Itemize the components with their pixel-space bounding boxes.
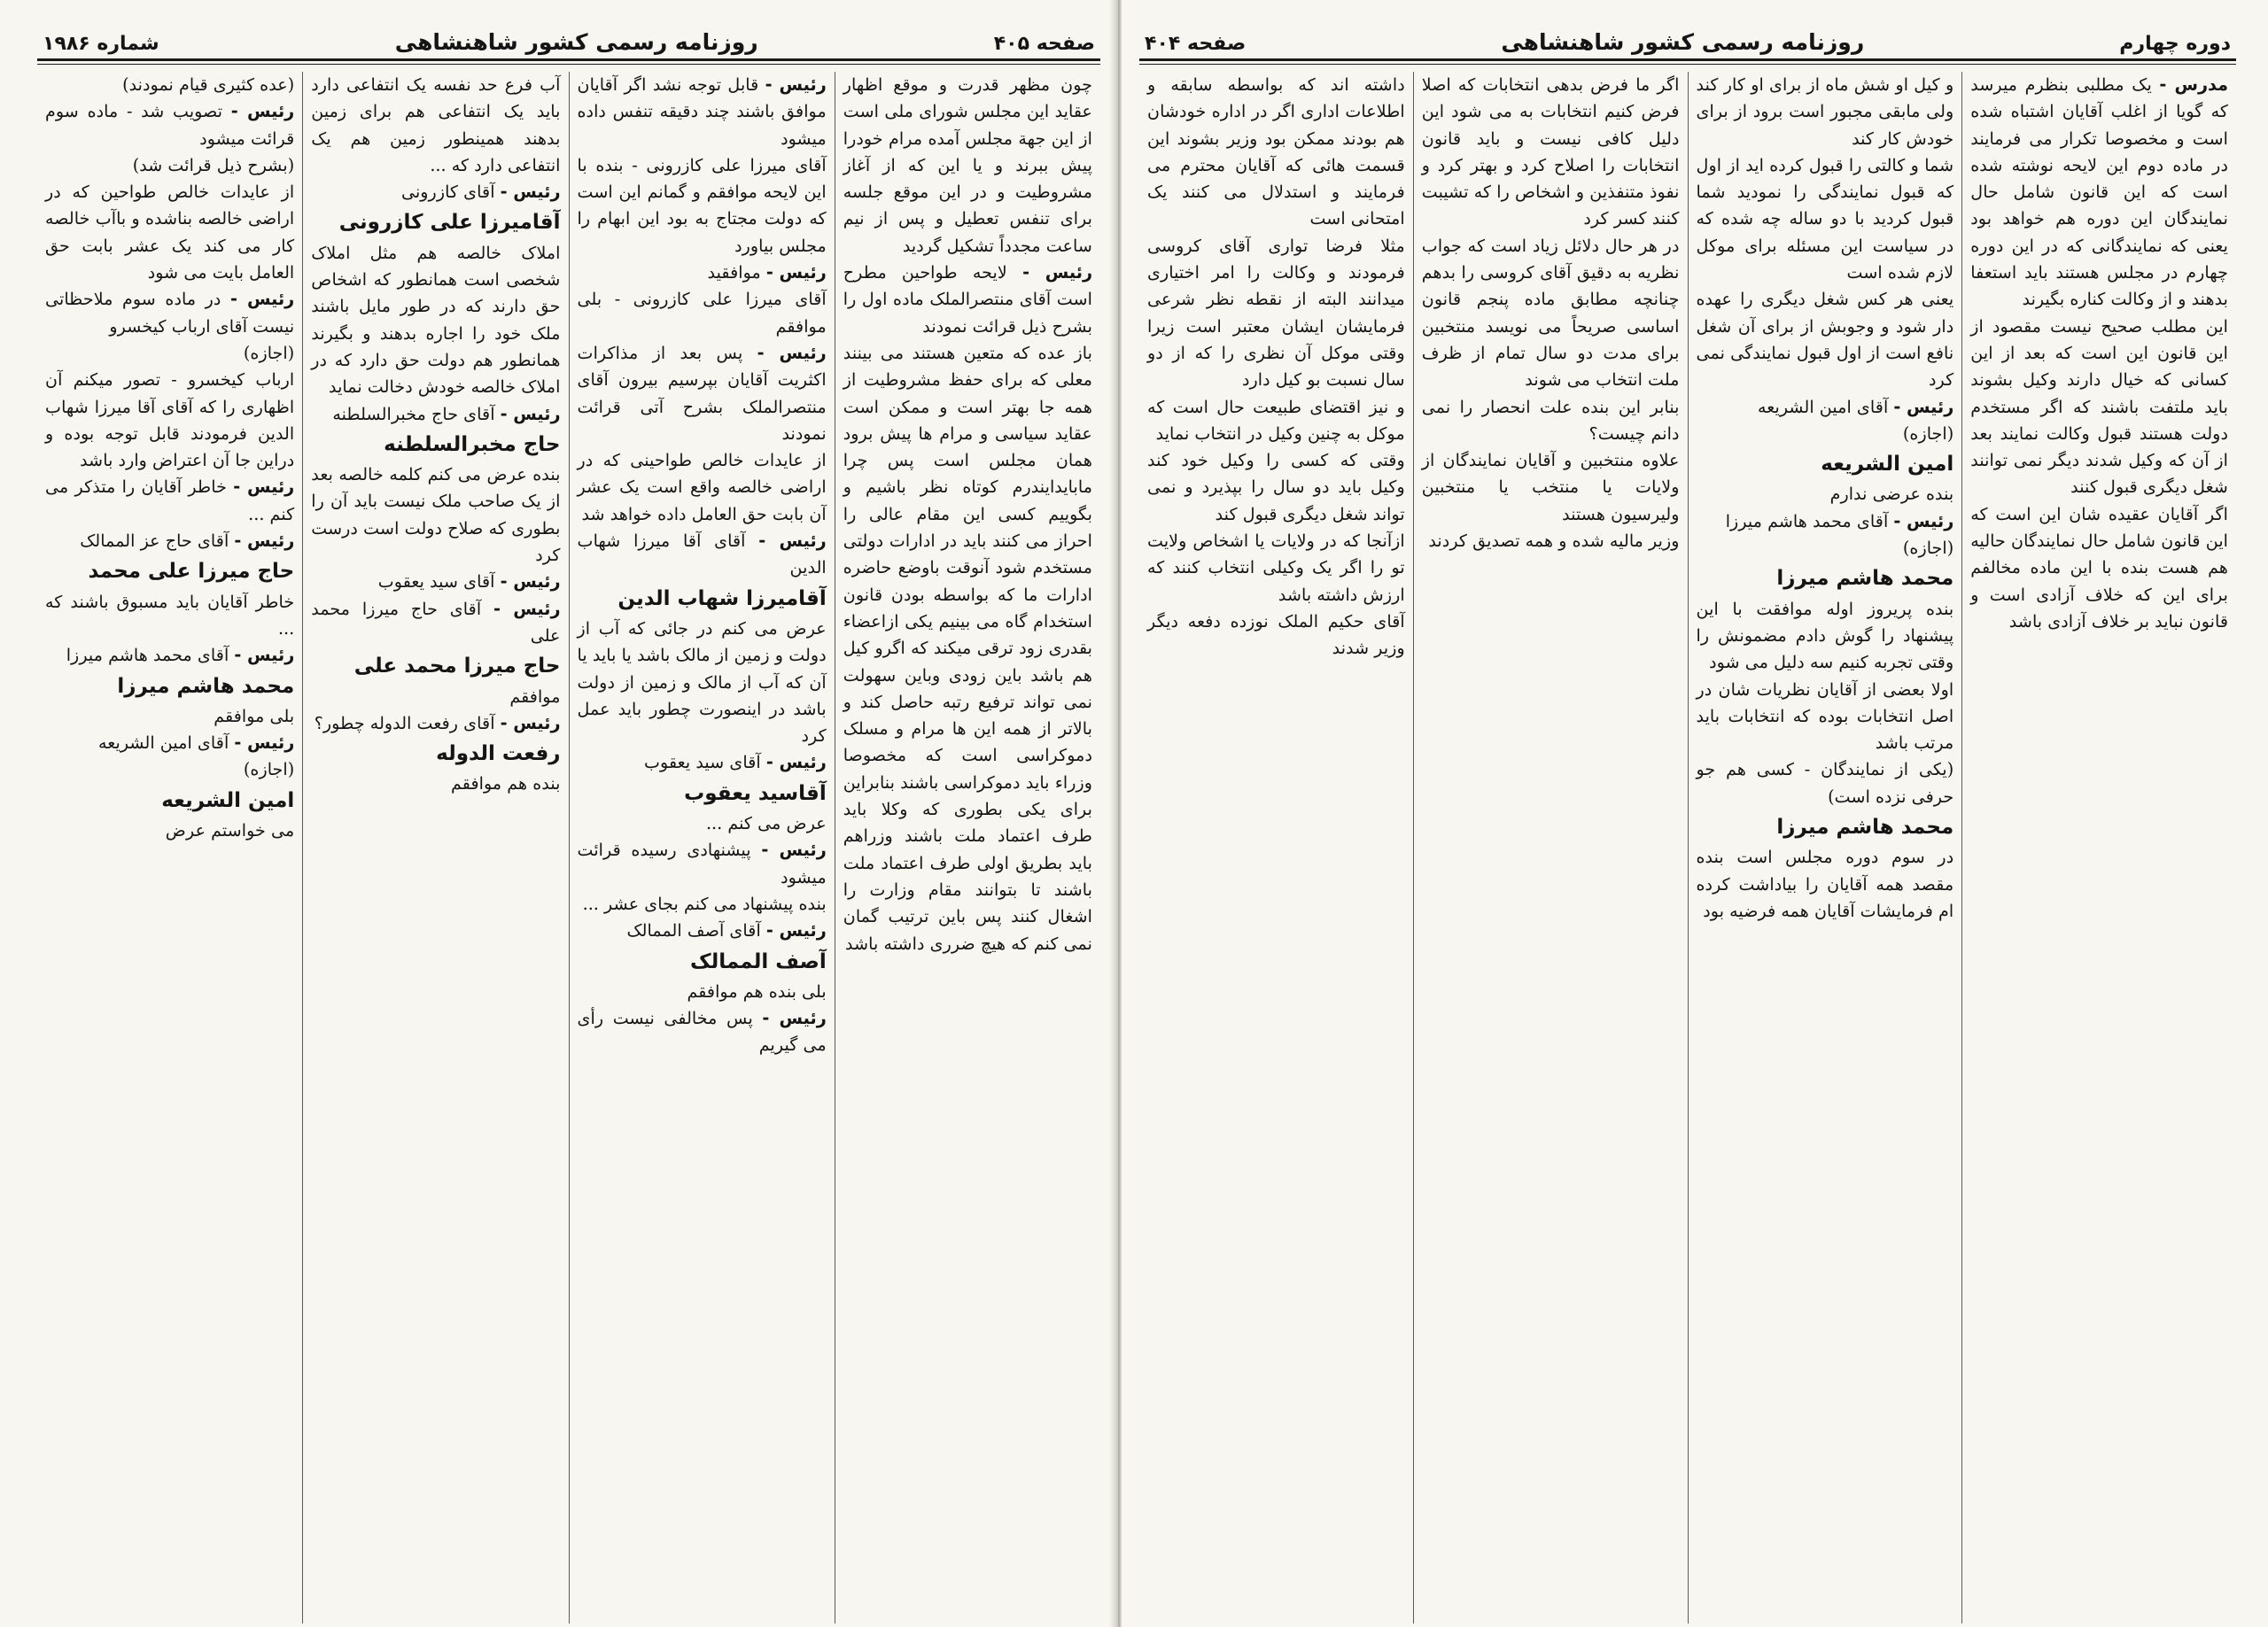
- paragraph: [1697, 596, 1954, 677]
- paragraph-text: قابل توجه نشد اگر آقایان موافق باشند چند دقیقه تنفس داده میشود: [577, 74, 827, 149]
- speaker-label: رئیس -: [762, 1008, 827, 1029]
- paragraph: [578, 616, 827, 749]
- paragraph-text: (بشرح ذیل قرائت شد): [132, 154, 295, 175]
- paragraph-text: اولا بعضی از آقایان نظریات شان در اصل انتخابات بوده که انتخابات باید مرتب باشد: [1696, 678, 1954, 754]
- paragraph-text: (عده کثیری قیام نمودند): [122, 74, 295, 95]
- paragraph: [311, 684, 560, 710]
- paragraph-text: (اجازه): [1902, 538, 1954, 559]
- left-page: [0, 0, 1118, 1627]
- paragraph-text: عرض می کنم در جائی که آب از دولت و زمین از مالک باشد یا باید یا آن که آب از مالک و زمین از دولت باشد در اینصورت چطور باید عمل کرد: [577, 617, 827, 747]
- paragraph: [45, 756, 294, 783]
- speaker-label: رئیس -: [765, 74, 827, 95]
- paragraph: [45, 474, 294, 528]
- paragraph-text: تصویب شد - ماده سوم قرائت میشود: [45, 101, 295, 149]
- paragraph: [45, 730, 294, 756]
- paragraph: [1147, 447, 1405, 528]
- paragraph-text: خاطر آقایان باید مسبوق باشند که ...: [45, 591, 295, 639]
- right-session-label: دوره چهارم: [2119, 33, 2231, 55]
- left-columns: [37, 72, 1100, 1623]
- paragraph: [843, 260, 1092, 340]
- paragraph-text: داشته اند که بواسطه سابقه و اطلاعات اداری اگر در اداره خودشان هم بودند ممکن بود وزیر بشوند این قسمت هائی که آقایان محترم می فرمایند و استدلال می کنند یک امتحانی است: [1147, 74, 1405, 229]
- speaker-label: رئیس -: [765, 262, 827, 283]
- paragraph-text: یک مطلبی بنظرم میرسد که گویا از اغلب آقایان اشتباه شده است و مخصوصا تکرار می فرمایند در ماده دوم این لایحه نوشته شده است که این قانون شامل حال نمایندگان این دوره هم خواهد بود یعنی که نمایندگانی که در این دوره چهارم در مجلس هستند باید استعفا بدهند و از وکالت کناره بگیرند: [1970, 74, 2228, 310]
- right-header-rule: [1139, 58, 2236, 65]
- paragraph-text: بنابر این بنده علت انحصار را نمی دانم چیست؟: [1421, 396, 1680, 444]
- paragraph-text: بلی موافقم: [214, 705, 295, 726]
- paragraph-text: در ماده سوم ملاحظاتی نیست آقای ارباب کیخسرو: [45, 289, 295, 337]
- speaker-heading: رفعت الدوله: [436, 742, 561, 766]
- paragraph-text: خاطر آقایان را متذکر می کنم ...: [45, 476, 295, 524]
- paragraph: [45, 72, 294, 98]
- speaker-heading: آقاسید یعقوب: [684, 781, 827, 805]
- paragraph: [311, 596, 560, 650]
- paragraph: [45, 179, 294, 286]
- paragraph-text: آقای سید یعقوب: [377, 571, 495, 593]
- paragraph-text: و کیل او شش ماه از برای او کار کند ولی مابقی مجبور است برود از برای خودش کار کند: [1696, 74, 1954, 149]
- paragraph: [45, 589, 294, 643]
- paragraph-text: و نیز اقتضای طبیعت حال است که موکل به چنین وکیل در انتخاب نماید: [1147, 396, 1405, 444]
- paragraph-text: پیشنهادی رسیده قرائت میشود: [577, 840, 827, 887]
- paragraph-text: موافقید: [707, 262, 761, 283]
- speaker-label: رئیس -: [1893, 396, 1954, 417]
- paragraph: [578, 528, 827, 582]
- paragraph-text: (اجازه): [1902, 422, 1954, 444]
- paragraph: [45, 152, 294, 179]
- speaker-label: رئیس -: [757, 342, 827, 363]
- paragraph: [1697, 508, 1954, 535]
- right-column-3: [1413, 72, 1688, 1623]
- paragraph-text: املاک خالصه هم مثل املاک شخصی است همانطور که اشخاص حق دارند که در طور مایل باشند ملک خود را اجاره بدهند و بگیرند همانطور هم دولت حق دارد که در املاک خالصه خودش دخالت نماید: [311, 242, 561, 398]
- paragraph: [1970, 314, 2228, 501]
- paragraph: [1697, 152, 1954, 286]
- paragraph: [1970, 72, 2228, 314]
- paragraph-text: بلی بنده هم موافقم: [687, 980, 827, 1002]
- paragraph-text: عرض می کنم ...: [705, 813, 827, 834]
- left-issue-number: شماره ۱۹۸۶: [43, 33, 159, 55]
- right-page-number: صفحه ۴۰۴: [1145, 33, 1247, 55]
- paragraph-text: آقای محمد هاشم میرزا: [66, 645, 229, 666]
- speaker-heading: آقامیرزا شهاب الدین: [617, 586, 827, 610]
- speaker-heading: امین الشریعه: [1821, 453, 1954, 476]
- paragraph: [843, 72, 1092, 260]
- paragraph: [578, 979, 827, 1005]
- paragraph-text: آقای میرزا علی کازرونی - بنده با این لایحه موافقم و گمانم این است که دولت مجتاج به بود این ابهام را مجلس بیاورد: [577, 154, 827, 256]
- speaker-label: رئیس -: [234, 645, 295, 666]
- paragraph: [45, 98, 294, 152]
- paragraph: [1147, 608, 1405, 662]
- right-columns: [1139, 72, 2236, 1623]
- left-column-3: [302, 72, 568, 1623]
- paragraph-text: آقای حاج میرزا محمد علی: [311, 598, 561, 646]
- paragraph: [1697, 844, 1954, 925]
- paragraph: [1697, 677, 1954, 757]
- paragraph: [1147, 394, 1405, 448]
- paragraph: [578, 891, 827, 918]
- paragraph-text: (یکی از نمایندگان - کسی هم جو حرفی نزده است): [1696, 759, 1954, 807]
- paragraph-text: (اجازه): [243, 342, 295, 363]
- paragraph: [45, 340, 294, 367]
- right-page: [1122, 0, 2268, 1627]
- speaker-label: رئیس -: [761, 840, 827, 861]
- speaker-heading: حاج میرزا محمد علی: [353, 655, 561, 678]
- paragraph-text: آقای کازرونی: [400, 182, 495, 203]
- paragraph-text: بنده پیشنهاد می کنم بجای عشر ...: [582, 893, 827, 914]
- paragraph: [1147, 233, 1405, 394]
- paragraph-text: چون مظهر قدرت و موقع اظهار عقاید این مجلس شورای ملی است از این جهة مجلس آمده مرام خودرا پیش ببرند و یا این که از آغاز مشروطیت و در این موقع جلسه برای تنفس تعطیل و پس از نیم ساعت مجدداً تشکیل گردید: [843, 74, 1092, 256]
- paragraph-text: پس مخالفی نیست رأی می گیریم: [577, 1008, 827, 1056]
- paragraph-text: بنده هم موافقم: [450, 773, 561, 794]
- paragraph: [45, 642, 294, 669]
- paragraph-text: آقای آقا میرزا شهاب الدین: [577, 531, 827, 578]
- paragraph-text: در سوم دوره مجلس است بنده مقصد همه آقایان را بیاداشت کرده ام فرمایشات آقایان همه فرضیه بود: [1696, 847, 1954, 921]
- speaker-label: رئیس -: [500, 712, 561, 733]
- paragraph: [578, 152, 827, 260]
- paragraph: [1422, 72, 1680, 233]
- paragraph: [578, 447, 827, 528]
- speaker-heading: آقامیرزا علی کازرونی: [338, 211, 561, 235]
- paragraph-text: پس بعد از مذاکرات اکثریت آقایان بپرسیم بیرون آقای منتصرالملک بشرح آتی قرائت نمودند: [577, 342, 827, 444]
- paragraph: [311, 710, 560, 737]
- left-newspaper-title: روزنامه رسمی کشور شاهنشاهی: [394, 29, 758, 55]
- paragraph-text: وزیر مالیه شده و همه تصدیق کردند: [1428, 531, 1680, 552]
- speaker-label: رئیس -: [234, 732, 295, 754]
- left-column-2: [569, 72, 835, 1623]
- paragraph: [1147, 528, 1405, 608]
- speaker-label: مدرس -: [2159, 74, 2228, 95]
- paragraph-text: آقای حاج عز الممالک: [80, 531, 229, 552]
- speaker-label: رئیس -: [500, 571, 561, 593]
- paragraph: [1697, 72, 1954, 152]
- speaker-heading: آصف الممالک: [690, 949, 827, 973]
- speaker-heading: حاج مخبرالسلطنه: [384, 432, 561, 456]
- right-column-4: [1139, 72, 1413, 1623]
- speaker-heading: حاج میرزا علی محمد: [88, 560, 295, 584]
- speaker-label: رئیس -: [1893, 510, 1954, 531]
- paragraph-text: آقای امین الشریعه: [97, 732, 229, 754]
- paragraph: [578, 837, 827, 891]
- speaker-label: رئیس -: [230, 101, 295, 122]
- paragraph-text: (اجازه): [243, 759, 295, 780]
- paragraph-text: آقای حکیم الملک نوزده دفعه دیگر وزیر شدند: [1147, 610, 1405, 659]
- paragraph: [1422, 447, 1680, 528]
- paragraph: [1697, 481, 1954, 507]
- right-page-header: [1139, 16, 2236, 55]
- paragraph: [578, 749, 827, 776]
- speaker-label: رئیس -: [229, 289, 295, 310]
- paragraph-text: بنده عرضی ندارم: [1829, 484, 1954, 505]
- paragraph-text: می خواستم عرض: [165, 820, 295, 841]
- paragraph-text: ازآنجا که در ولایات یا اشخاص ولایت تو را اگر یک وکیلی انتخاب کنند که ارزش داشته باشد: [1147, 531, 1405, 605]
- paragraph: [311, 771, 560, 797]
- paragraph: [311, 401, 560, 428]
- speaker-label: رئیس -: [500, 403, 561, 424]
- speaker-label: رئیس -: [500, 182, 561, 203]
- paragraph-text: این مطلب صحیح نیست مقصود از این قانون این است که بعد از این کسانی که خیال دارند وکیل بشوند باید ملتفت باشند که اگر مستخدم دولت هستند قبول وکالت نمایند بعد از آن که وکیل شدند دیگر نمی توانند شغل دیگری قبول کنند: [1970, 315, 2228, 498]
- paragraph-text: اگر آقایان عقیده شان این است که این قانون شامل حال نمایندگان حالیه هم هست بنده با این ماده مخالفم برای این که خلاف آزادی است و قانون نباید بر خلاف آزادی باشد: [1970, 503, 2228, 631]
- paragraph-text: اگر ما فرض بدهی انتخابات که اصلا فرض کنیم انتخابات به می شود این دلیل کافی نیست و باید قانون انتخابات را اصلاح کرد و بهتر کرد و نفوذ متنفذین و اشخاص را که تشیبت کنند کسر کرد: [1421, 74, 1680, 229]
- paragraph: [843, 340, 1092, 957]
- paragraph-text: مثلا فرضا تواری آقای کروسی فرمودند و وکالت را امر اختیاری میدانند البته از نقطه نظر شرعی فرمایشان ایشان معتبر است زیرا وقتی موکل آن نظری را که از دو سال نسبت بو کیل دارد: [1147, 235, 1405, 391]
- paragraph: [578, 918, 827, 944]
- paragraph-text: آقای میرزا علی کازرونی - بلی موافقم: [577, 289, 827, 337]
- paragraph: [45, 286, 294, 340]
- speaker-label: رئیس -: [493, 598, 561, 619]
- paragraph-text: موافقم: [509, 686, 561, 707]
- speaker-heading: محمد هاشم میرزا: [117, 674, 295, 698]
- paragraph: [1697, 535, 1954, 562]
- paragraph-text: آب فرع حد نفسه یک انتفاعی دارد باید یک انتفاعی هم برای زمین بدهند همینطور زمین هم یک انتفاعی دارد که ...: [311, 74, 561, 175]
- paragraph-text: آقای آصف الممالک: [626, 920, 761, 941]
- paragraph-text: از عایدات خالص طواحینی که در اراضی خالصه واقع است یک عشر آن بابت حق العامل داده خواهد شد: [577, 450, 827, 524]
- paragraph: [311, 72, 560, 179]
- paragraph-text: یعنی هر کس شغل دیگری را عهده دار شود و وجوبش از برای آن شغل نافع است از اول قبول نمایندگی نمی کرد: [1696, 289, 1954, 391]
- speaker-label: رئیس -: [233, 476, 295, 498]
- paragraph-text: در هر حال دلائل زیاد است که جواب نظریه به دقیق آقای کروسی را بدهم چنانچه مطابق ماده پنجم قانون اساسی صریحاً می نویسد منتخبین برای مدت دو سال تمام از ظرف ملت انتخاب می شوند: [1421, 235, 1680, 391]
- paragraph-text: بنده عرض می کنم کلمه خالصه بعد از یک صاحب ملک نیست باید آن را بطوری که صلاح دولت است درست کرد: [311, 464, 561, 566]
- paragraph: [1697, 286, 1954, 393]
- speaker-label: رئیس -: [765, 752, 827, 773]
- speaker-label: رئیس -: [1022, 262, 1093, 283]
- paragraph-text: آقای امین الشریعه: [1757, 396, 1889, 417]
- paragraph: [1697, 421, 1954, 447]
- paragraph: [578, 72, 827, 152]
- paragraph-text: آقای محمد هاشم میرزا: [1725, 510, 1889, 531]
- paragraph: [578, 286, 827, 340]
- paragraph: [1422, 528, 1680, 554]
- paragraph: [1697, 394, 1954, 421]
- paragraph-text: لایحه طواحین مطرح است آقای منتصرالملک ماده اول را بشرح ذیل قرائت نمودند: [843, 262, 1092, 337]
- left-page-header: [37, 16, 1100, 55]
- speaker-label: رئیس -: [758, 531, 827, 552]
- paragraph: [45, 367, 294, 474]
- speaker-heading: محمد هاشم میرزا: [1776, 816, 1954, 840]
- left-header-rule: [37, 58, 1100, 65]
- paragraph-text: علاوه منتخبین و آقایان نمایندگان از ولایات یا منتخب یا منتخبین ولیرسیون هستند: [1421, 450, 1680, 524]
- left-page-number: صفحه ۴۰۵: [993, 33, 1095, 55]
- right-column-2: [1688, 72, 1962, 1623]
- paragraph: [1147, 72, 1405, 233]
- speaker-label: رئیس -: [765, 920, 827, 941]
- paragraph: [311, 569, 560, 595]
- paragraph: [45, 528, 294, 554]
- paragraph: [311, 240, 560, 401]
- paragraph: [45, 817, 294, 844]
- paragraph: [1422, 233, 1680, 394]
- paragraph: [1697, 756, 1954, 810]
- speaker-heading: محمد هاشم میرزا: [1776, 567, 1954, 591]
- paragraph: [1422, 394, 1680, 448]
- paragraph-text: آقای سید یعقوب: [643, 752, 761, 773]
- left-column-1: [835, 72, 1100, 1623]
- right-newspaper-title: روزنامه رسمی کشور شاهنشاهی: [1501, 29, 1865, 55]
- paragraph: [311, 179, 560, 205]
- paragraph: [578, 1005, 827, 1059]
- left-column-4: [37, 72, 302, 1623]
- speaker-label: رئیس -: [234, 531, 295, 552]
- paragraph: [578, 340, 827, 447]
- paragraph: [578, 260, 827, 286]
- paragraph-text: از عایدات خالص طواحین که در اراضی خالصه بناشده و باآب خالصه کار می کند یک عشر بابت حق العامل بایت می شود: [45, 182, 295, 283]
- paragraph-text: شما و کالتی را قبول کرده اید از اول که قبول نمایندگی را نمودید شما قبول کردید با دو ساله چه شده که در سیاست این مسئله برای موکل لازم شده است: [1696, 154, 1954, 283]
- paragraph-text: باز عده که متعین هستند می بینند معلی که برای حفظ مشروطیت از همه جا بهتر است و ممکن است عقاید سیاسی و مرام ها پیش برود همان مجلس است پس چرا مابایدایندرم کوتاه نظر باشیم و بگوییم کسی این مقام عالی را احراز می کنند باید در ادارات دولتی مستخدم شود آنوقت باوضع حاضره ادارات ما که بواسطه بودن قانون استخدام گاه می بینیم یکی ازاعضاء بقدری زود ترقی میکند که اگرو کیل هم باشد باین زودی وباین سهولت نمی تواند ترفیع رتبه حاصل کند و بالاتر از همه این ها مرام و مسلک دموکراسی است که مخصوصا وزراء باید دموکراسی باشند بنابراین برای یکی بطوری که وکلا باید طرف اعتماد ملت باشند وزراهم باید بطریق اولی طرف اعتماد ملت باشند تا بتوانند مقام وزارت را اشغال کنند پس باین ترتیب گمان نمی کنم که هیچ ضرری داشته باشد: [843, 342, 1092, 954]
- paragraph: [45, 703, 294, 730]
- speaker-heading: امین الشریعه: [161, 788, 295, 812]
- paragraph: [311, 461, 560, 569]
- paragraph-text: ارباب کیخسرو - تصور میکنم آن اظهاری را که آقای آقا میرزا شهاب الدین فرمودند قابل توجه بوده و دراین جا آن اعتراض وارد باشد: [45, 369, 295, 471]
- paragraph-text: آقای رفعت الدوله چطور؟: [314, 712, 495, 733]
- paragraph: [1970, 501, 2228, 635]
- paragraph: [578, 810, 827, 837]
- paragraph-text: بنده پریروز اوله موافقت با این پیشنهاد را گوش دادم مضمونش را وقتی تجربه کنیم سه دلیل می شود: [1696, 598, 1954, 673]
- paragraph-text: آقای حاج مخبرالسلطنه: [332, 403, 495, 424]
- right-column-1: [1961, 72, 2236, 1623]
- paragraph-text: وقتی که کسی را وکیل خود کند وکیل باید دو سال را بپذیرد و نمی تواند شغل دیگری قبول کند: [1147, 450, 1405, 524]
